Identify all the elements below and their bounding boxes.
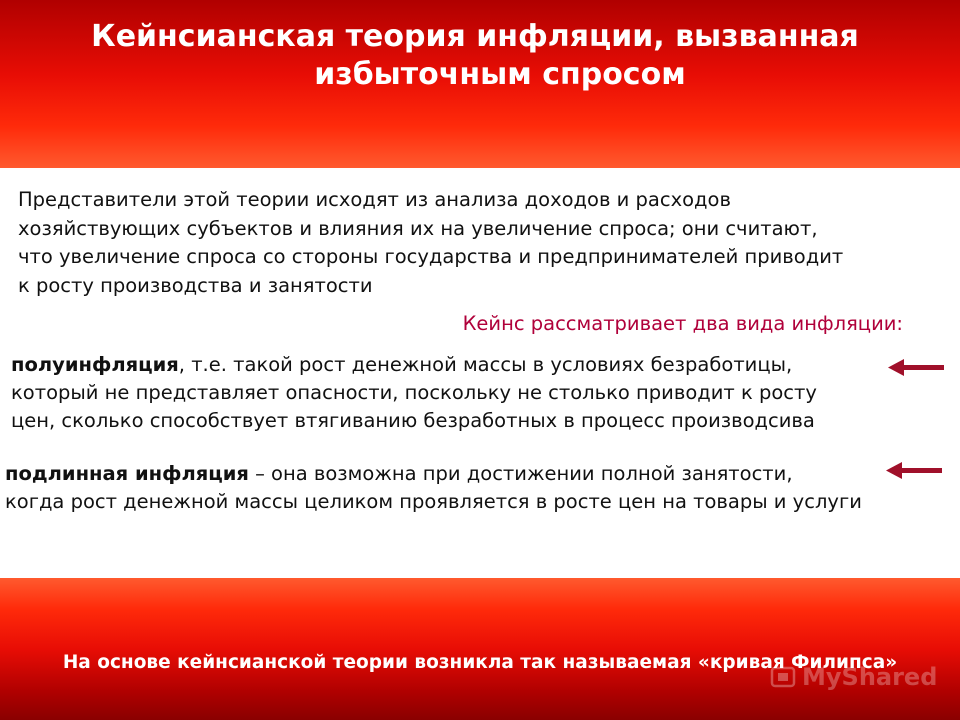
intro-line: к росту производства и занятости — [18, 273, 373, 297]
intro-line: что увеличение спроса со стороны государства и предпринимателей приводит — [18, 245, 844, 268]
true-inflation-term: подлинная инфляция — [5, 462, 249, 485]
left-arrow-icon — [886, 461, 944, 481]
footer-banner — [0, 578, 960, 720]
semi-inflation-block — [11, 351, 817, 435]
keynes-note: Кейнс рассматривает два вида инфляции: — [462, 312, 903, 335]
true-inflation-line-2: когда рост денежной массы целиком проявляется в росте цен на товары и услуги — [5, 490, 862, 513]
semi-inflation-line-2: который не представляет опасности, поскольку не столько приводит к росту — [11, 381, 817, 404]
semi-inflation-line-3: цен, сколько способствует втягиванию безработных в процесс производсива — [11, 409, 815, 432]
true-inflation-line-1 — [5, 460, 862, 488]
intro-line: хозяйствующих субъектов и влияния их на увеличение спроса; они считают, — [18, 216, 818, 240]
semi-inflation-text: , т.е. такой рост денежной массы в условиях безработицы, — [178, 353, 793, 376]
left-arrow-icon — [888, 358, 946, 378]
watermark-text: MyShared — [802, 663, 938, 691]
semi-inflation-term: полуинфляция — [11, 353, 179, 376]
true-inflation-text: – она возможна при достижении полной занятости, — [248, 462, 793, 485]
title-line-2: избыточным спросом — [314, 57, 686, 92]
title-line-1: Кейнсианская теория инфляции, вызванная — [91, 19, 859, 54]
slide-title — [0, 18, 960, 94]
intro-line: Представители этой теории исходят из анализа доходов и расходов — [18, 188, 731, 211]
intro-paragraph — [18, 186, 953, 300]
watermark — [770, 660, 950, 694]
true-inflation-block — [5, 460, 862, 516]
myshared-logo-icon — [770, 664, 796, 690]
footer-text: На основе кейнсианской теории возникла так называемая «кривая Филипса» — [62, 652, 898, 673]
semi-inflation-line-1 — [11, 351, 817, 379]
